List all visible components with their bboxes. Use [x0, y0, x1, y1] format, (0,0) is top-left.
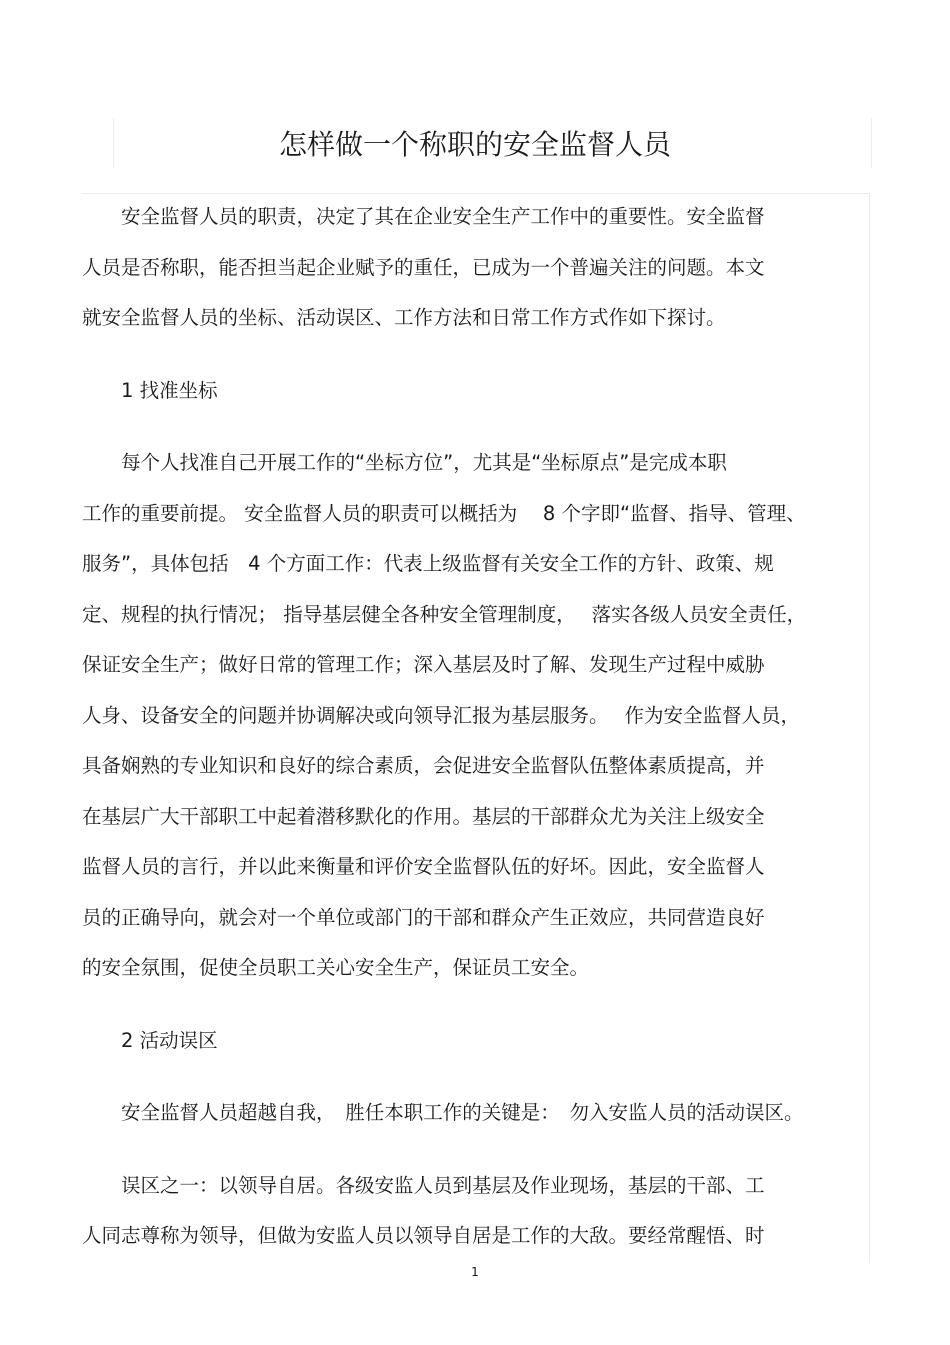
- text-line: 具备娴熟的专业知识和良好的综合素质，会促进安全监督队伍整体素质提高，并: [82, 754, 765, 777]
- text-line: 误区之一：以领导自居。各级安监人员到基层及作业现场，基层的干部、工: [121, 1173, 765, 1197]
- page-number: 1: [471, 1265, 479, 1279]
- intro-paragraph: [82, 192, 857, 344]
- text-line: 监督人员的言行，并以此来衡量和评价安全监督队伍的好坏。因此，安全监督人: [82, 855, 765, 878]
- text-line: 保证安全生产；做好日常的管理工作；深入基层及时了解、发现生产过程中威胁: [82, 653, 765, 676]
- text-line: 就安全监督人员的坐标、活动误区、工作方法和日常工作方式作如下探讨。: [82, 306, 726, 329]
- text-line: 服务”，具体包括 4 个方面工作：代表上级监督有关安全工作的方针、政策、规: [82, 552, 774, 575]
- text-line: 人身、设备安全的问题并协调解决或向领导汇报为基层服务。 作为安全监督人员，: [82, 703, 800, 727]
- text-line: 在基层广大干部职工中起着潜移默化的作用。基层的干部群众尤为关注上级安全: [82, 804, 765, 828]
- section-2-paragraph-1: 安全监督人员超越自我， 胜任本职工作的关键是： 勿入安监人员的活动误区。: [121, 1101, 804, 1124]
- document-body: [82, 192, 857, 1262]
- text-line: 安全监督人员的职责，决定了其在企业安全生产工作中的重要性。安全监督: [121, 205, 765, 228]
- frame-right-rule: [869, 193, 870, 1263]
- text-line: 定、规程的执行情况； 指导基层健全各种安全管理制度， 落实各级人员安全责任，: [82, 602, 807, 626]
- text-line: 的安全氛围，促使全员职工关心安全生产，保证员工安全。: [82, 956, 590, 979]
- document-title: 怎样做一个称职的安全监督人员: [278, 128, 671, 161]
- text-line: 人员是否称职，能否担当起企业赋予的重任，已成为一个普遍关注的问题。本文: [82, 255, 765, 279]
- section-1-paragraph: [82, 438, 857, 994]
- section-heading-2: 2 活动误区: [121, 1028, 218, 1052]
- text-line: 员的正确导向，就会对一个单位或部门的干部和群众产生正效应，共同营造良好: [82, 905, 765, 929]
- text-line: 人同志尊称为领导，但做为安监人员以领导自居是工作的大敌。要经常醒悟、时: [82, 1224, 765, 1247]
- section-heading-1: 1 找准坐标: [121, 378, 218, 402]
- section-2-paragraph-2: [82, 1161, 857, 1262]
- text-line: 工作的重要前提。 安全监督人员的职责可以概括为 8 个字即“监督、指导、管理、: [82, 501, 806, 525]
- text-line: 每个人找准自己开展工作的“坐标方位”，尤其是“坐标原点”是完成本职: [121, 451, 727, 474]
